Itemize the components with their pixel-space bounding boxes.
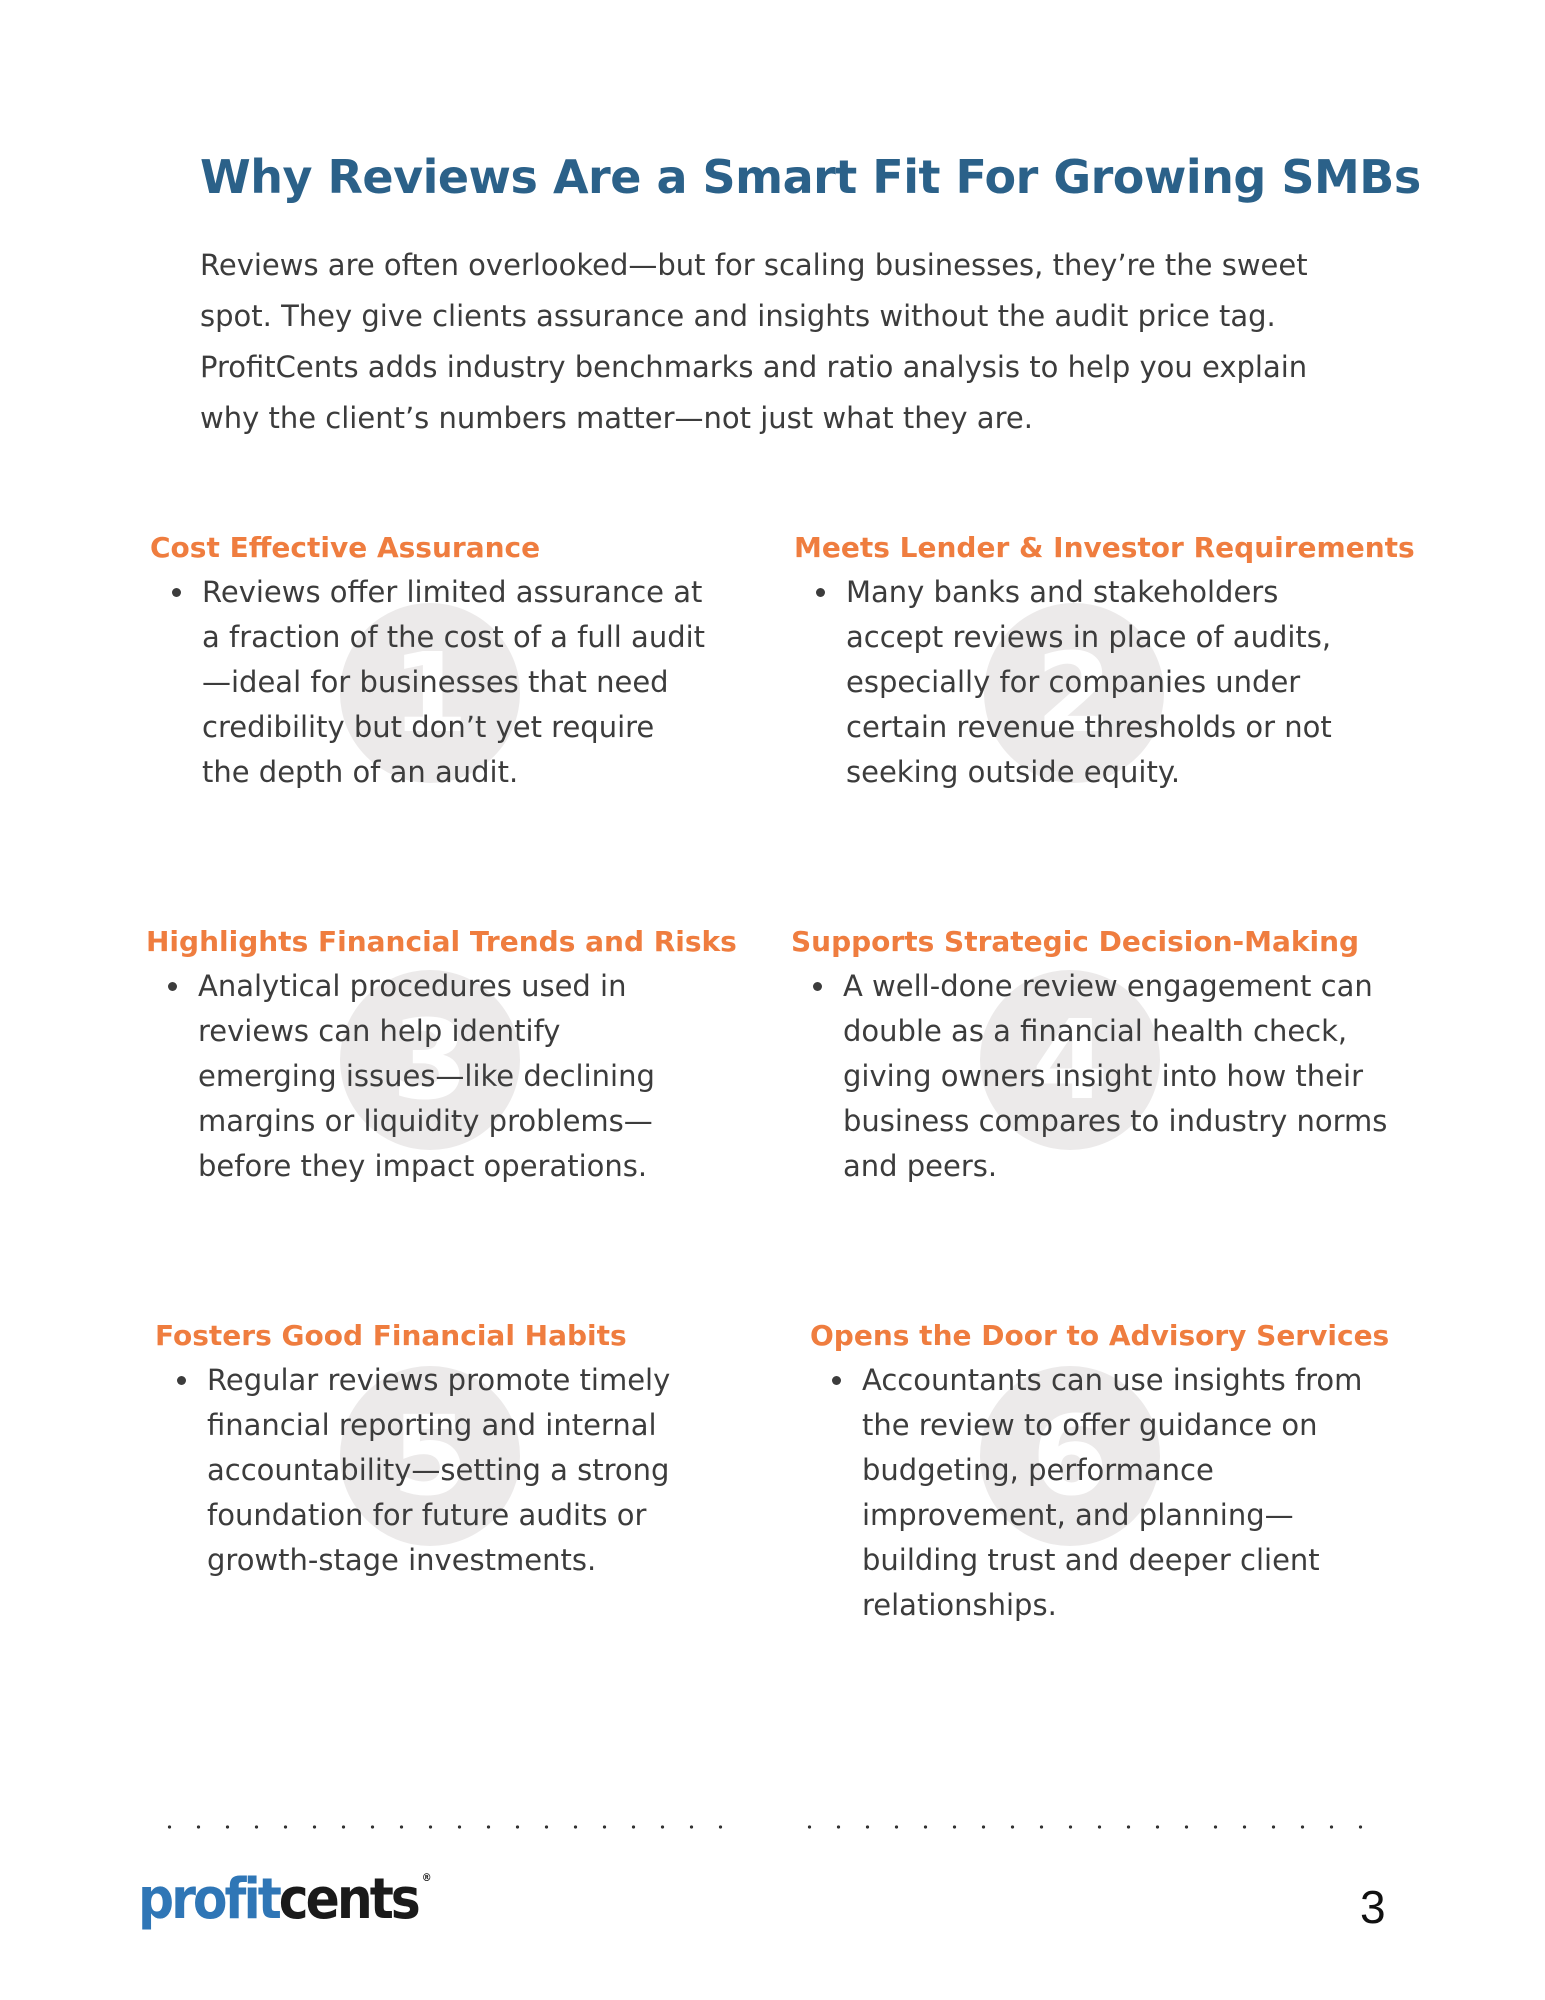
list-item [810, 1358, 1370, 1628]
card-bullet-list [146, 964, 706, 1189]
bullet-text: Analytical procedures used in reviews can help identify emerging issues—like declining margins or liquidity problems—before they impact operations. [198, 969, 655, 1183]
dotted-divider-right [795, 1825, 1375, 1829]
benefit-card-lender-requirements [794, 528, 1415, 795]
number-badge: 6 [980, 1366, 1160, 1546]
bullet-icon [172, 588, 181, 597]
bullet-text: Accountants can use insights from the review to offer guidance on budgeting, performance improvement, and planning—building trust and deeper client relationships. [862, 1363, 1363, 1622]
bullet-text: Reviews offer limited assurance at a fraction of the cost of a full audit —ideal for businesses that need credibility but don’t yet require the depth of an audit. [202, 575, 706, 789]
benefit-card-financial-trends [146, 922, 737, 1189]
bullet-icon [177, 1376, 186, 1385]
registered-mark-icon: ® [421, 1871, 432, 1884]
card-title: Supports Strategic Decision-Making [791, 925, 1360, 958]
bullet-icon [832, 1376, 841, 1385]
benefit-card-advisory-services [810, 1316, 1390, 1628]
benefit-card-financial-habits [155, 1316, 715, 1583]
card-bullet-list [794, 570, 1354, 795]
list-item [150, 570, 710, 795]
number-badge: 5 [340, 1366, 520, 1546]
profitcents-logo [138, 1867, 432, 1932]
card-bullet-list [155, 1358, 715, 1583]
bullet-icon [813, 982, 822, 991]
bullet-icon [816, 588, 825, 597]
number-badge: 4 [980, 970, 1160, 1150]
logo-profit-text: profit [138, 1867, 279, 1932]
card-title: Opens the Door to Advisory Services [810, 1319, 1390, 1352]
page-title: Why Reviews Are a Smart Fit For Growing SMBs [200, 150, 1421, 204]
card-title: Cost Effective Assurance [150, 531, 541, 564]
bullet-icon [168, 982, 177, 991]
number-badge: 1 [340, 603, 520, 783]
number-badge: 2 [984, 603, 1164, 783]
card-bullet-list [810, 1358, 1370, 1628]
list-item [146, 964, 706, 1189]
benefit-card-strategic-decisions [791, 922, 1391, 1189]
benefit-card-cost-effective [150, 528, 710, 795]
card-title: Fosters Good Financial Habits [155, 1319, 627, 1352]
card-bullet-list [150, 570, 710, 795]
dotted-divider-left [155, 1825, 735, 1829]
bullet-text: Regular reviews promote timely financial reporting and internal accountability—setting a strong foundation for future audits or growth-stage investments. [207, 1363, 671, 1577]
list-item [794, 570, 1354, 795]
intro-paragraph: Reviews are often overlooked—but for scaling businesses, they’re the sweet spot. They give clients assurance and insights without the audit price tag. ProfitCents adds industry benchmarks and ratio analysis to help you explain why the client’s numbers matter—not just what they are. [200, 248, 1308, 435]
card-bullet-list [791, 964, 1391, 1189]
card-title: Meets Lender & Investor Requirements [794, 531, 1415, 564]
card-title: Highlights Financial Trends and Risks [146, 925, 737, 958]
logo-cents-text: cents [278, 1867, 418, 1932]
bullet-text: Many banks and stakeholders accept reviews in place of audits, especially for companies under certain revenue thresholds or not seeking outside equity. [846, 575, 1332, 789]
list-item [791, 964, 1391, 1189]
page-number: 3 [1360, 1881, 1386, 1933]
bullet-text: A well-done review engagement can double as a financial health check, giving owners insight into how their business compares to industry norms and peers. [843, 969, 1388, 1183]
list-item [155, 1358, 715, 1583]
number-badge: 3 [340, 970, 520, 1150]
